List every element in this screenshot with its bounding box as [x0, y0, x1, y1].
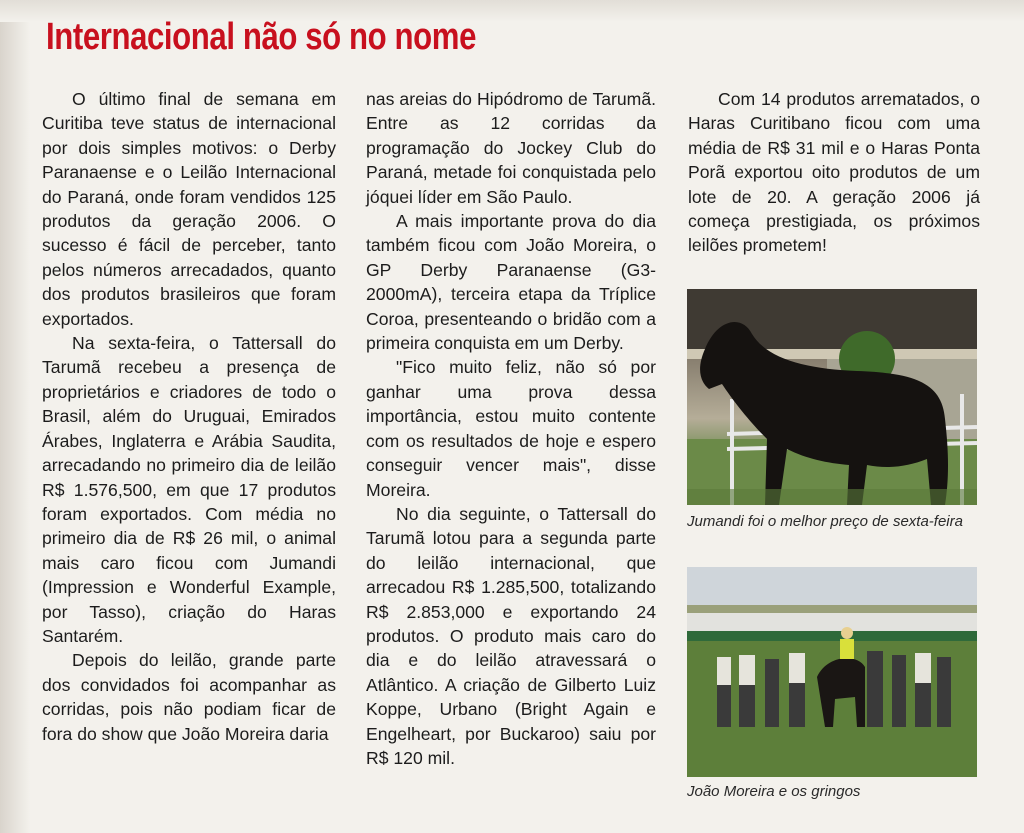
photo-caption: João Moreira e os gringos — [687, 783, 861, 800]
paragraph: Depois do leilão, grande parte dos convidados foi acompanhar as corridas, pois não podiam ficar de fora do show que João Moreira daria — [42, 650, 336, 744]
article-column-2 — [366, 87, 656, 770]
photo-group-jockey — [687, 567, 977, 777]
article-column-3 — [688, 87, 980, 258]
paragraph: "Fico muito feliz, não só por ganhar uma prova dessa importância, estou muito contente com os resultados de hoje e espero conseguir vencer mais", disse Moreira. — [366, 357, 656, 500]
photo-horse-jumandi — [687, 289, 977, 505]
article-column-1 — [42, 87, 336, 746]
headline: Internacional não só no nome — [46, 16, 477, 58]
photo-caption: Jumandi foi o melhor preço de sexta-feira — [687, 513, 963, 530]
adjacent-page-bleed — [0, 0, 30, 833]
paragraph: Com 14 produtos arrematados, o Haras Curitibano ficou com uma média de R$ 31 mil e o Haras Ponta Porã exportou oito produtos de um lote de 20. A geração 2006 já começa prestigiada, os próximos leilões prometem! — [688, 89, 980, 256]
paragraph: O último final de semana em Curitiba teve status de internacional por dois simples motivos: o Derby Paranaense e o Leilão Internacional do Paraná, onde foram vendidos 125 produtos da geração 2006. O sucesso é fácil de perceber, tanto pelos números arrecadados, quanto dos produtos brasileiros que foram exportados. — [42, 89, 336, 329]
paragraph: No dia seguinte, o Tattersall do Tarumã lotou para a segunda parte do leilão internacional, que arrecadou R$ 1.285,500, totalizando R$ 2.853,000 e exportando 24 produtos. O produto mais caro do dia e do leilão atravessará o Atlântico. A criação de Gilberto Luiz Koppe, Urbano (Bright Again e Engelheart, por Buckaroo) saiu por R$ 120 mil. — [366, 503, 656, 768]
paragraph: A mais importante prova do dia também ficou com João Moreira, o GP Derby Paranaense (G3-2000mA), terceira etapa da Tríplice Coroa, presenteando o bridão com a primeira conquista em um Derby. — [366, 211, 656, 354]
paragraph: nas areias do Hipódromo de Tarumã. Entre as 12 corridas da programação do Jockey Club do Paraná, metade foi conquistada pelo jóquei líder em São Paulo. — [366, 89, 656, 207]
paragraph: Na sexta-feira, o Tattersall do Tarumã recebeu a presença de proprietários e criadores de todo o Brasil, além do Uruguai, Emirados Árabes, Inglaterra e Arábia Saudita, arrecadando no primeiro dia de leilão R$ 1.576,500, em que 17 produtos foram exportados. Com média no primeiro dia de R$ 26 mil, o animal mais caro ficou com Jumandi (Impression e Wonderful Example, por Tasso), criação do Haras Santarém. — [42, 333, 336, 646]
